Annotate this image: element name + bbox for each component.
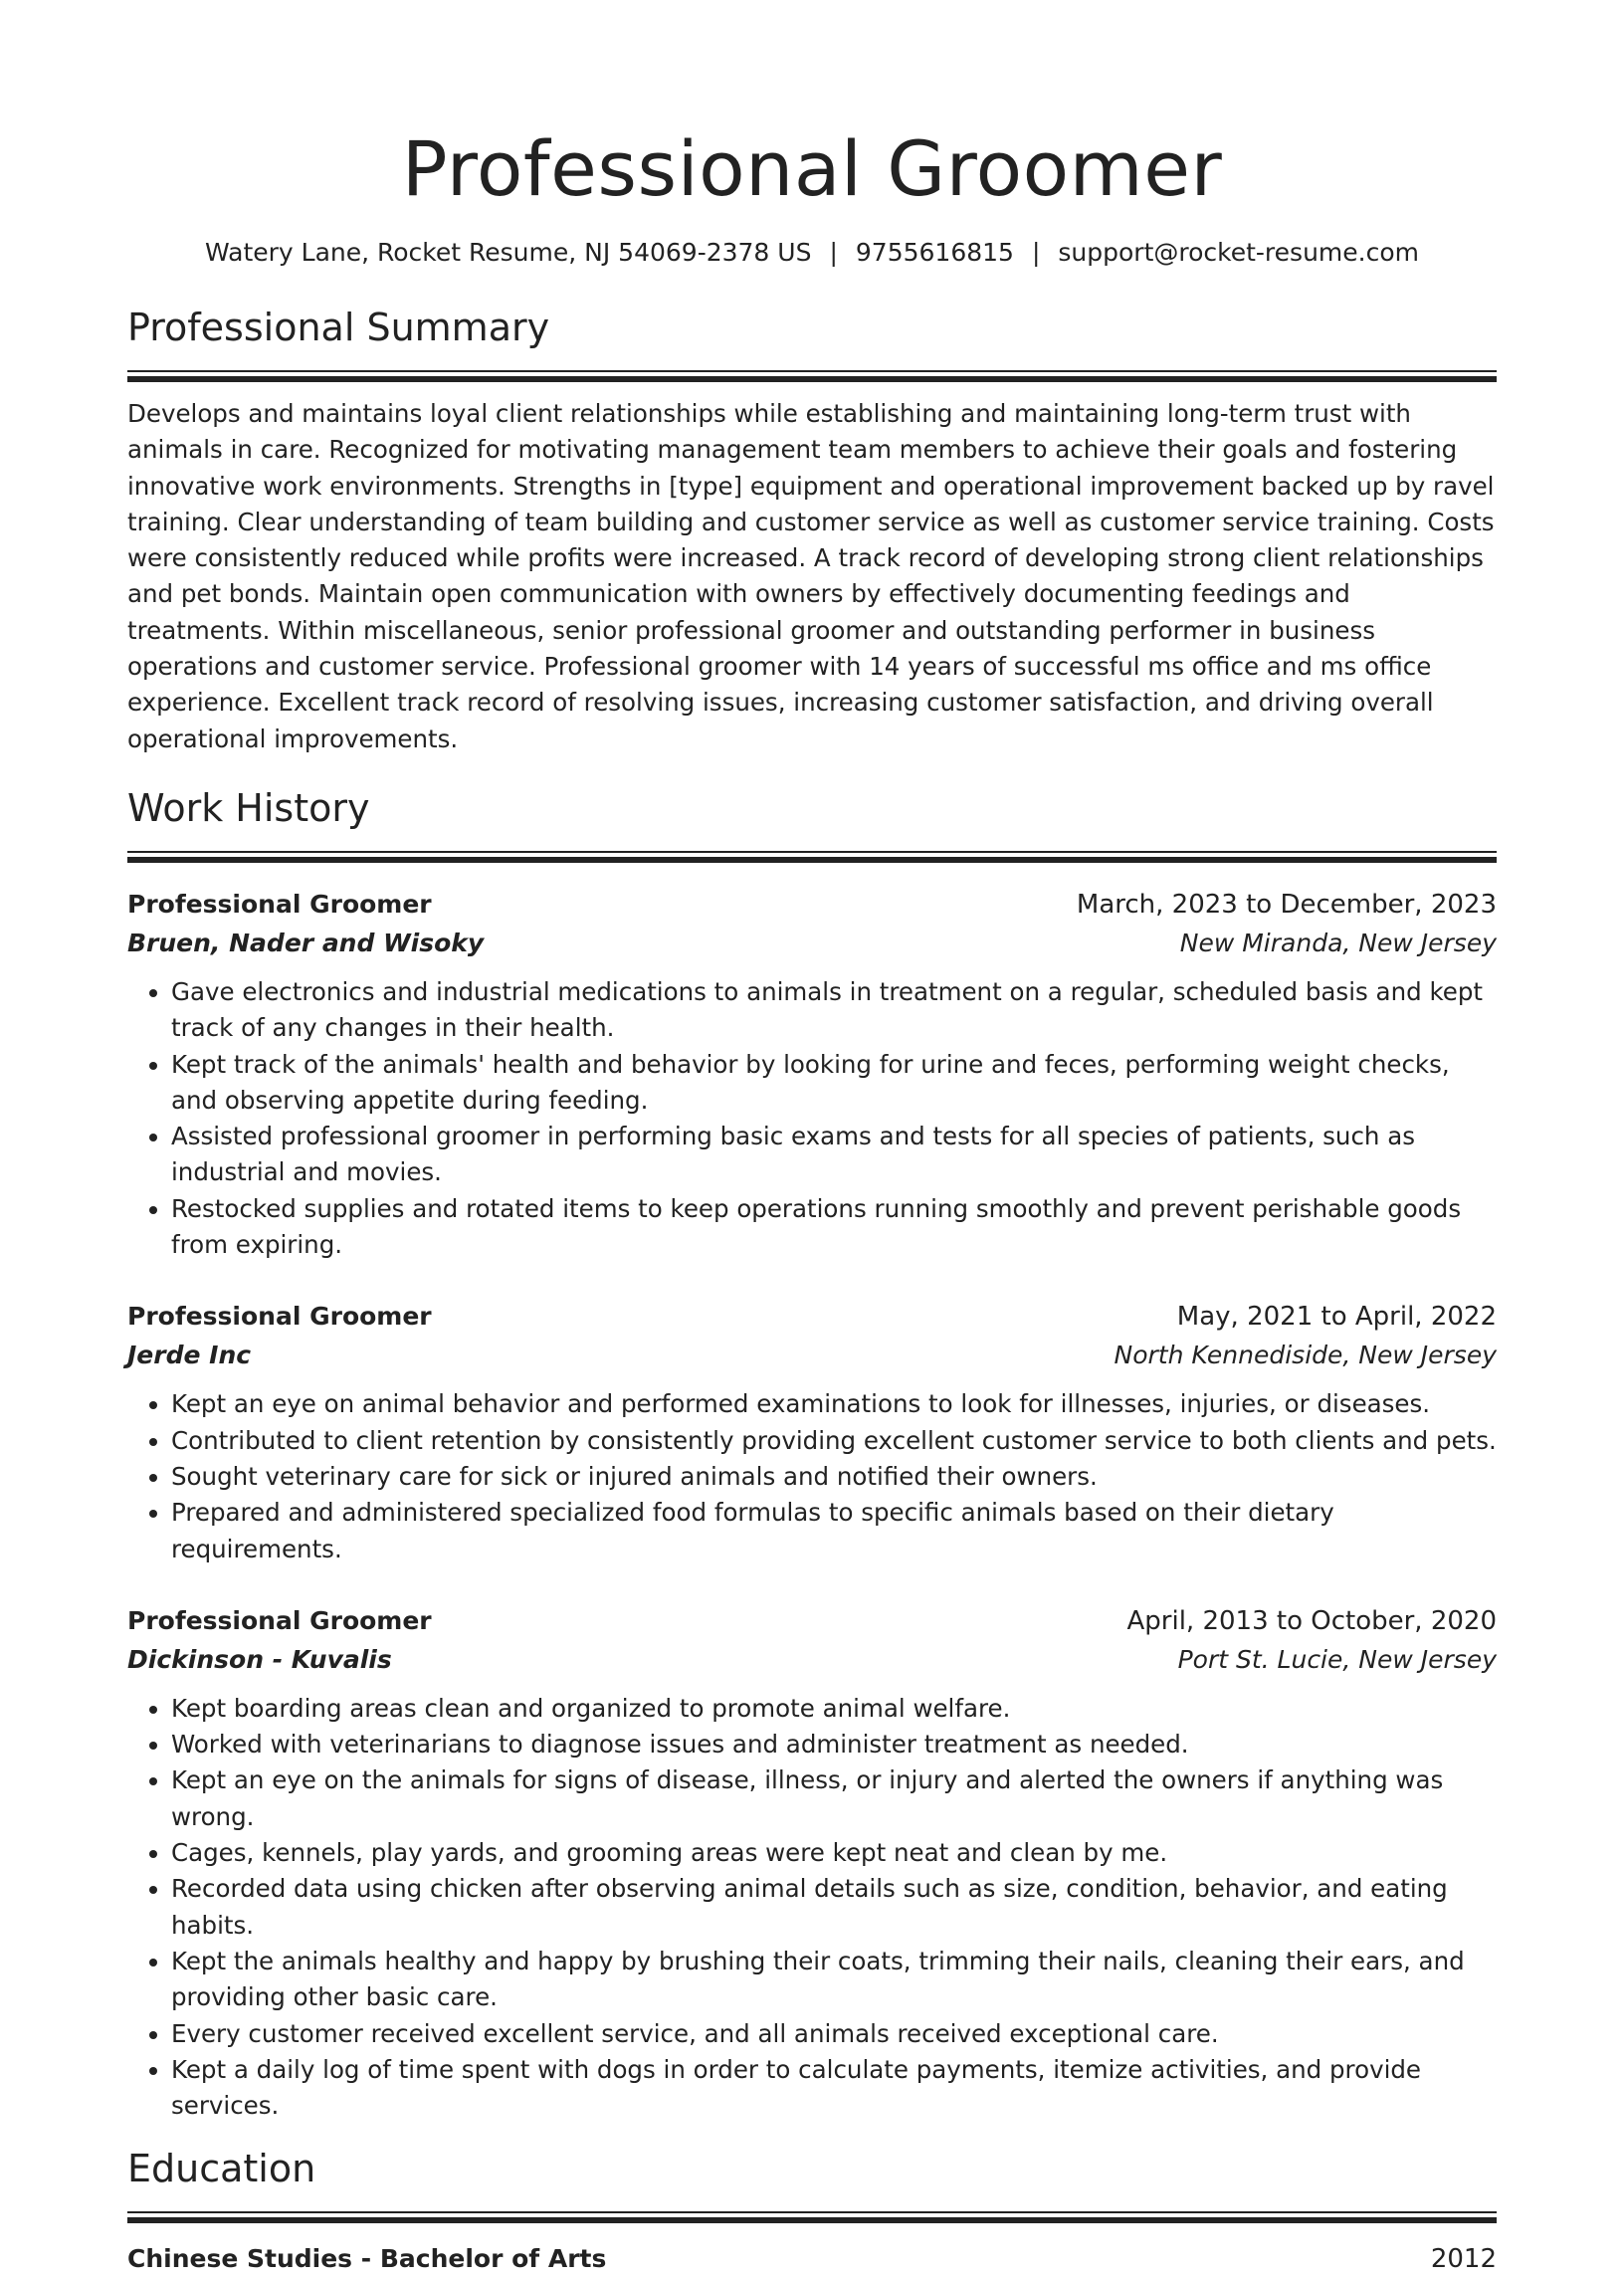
list-item: • Kept an eye on the animals for signs of disease, illness, or injury and alerted the owners if anything was wrong. xyxy=(171,1762,1497,1835)
section-divider xyxy=(127,2211,1497,2223)
job-company-row xyxy=(127,1337,1497,1374)
job-company-row xyxy=(127,1641,1497,1679)
education-section xyxy=(127,2144,1497,2279)
job-header-row xyxy=(127,1601,1497,1641)
education-row xyxy=(127,2239,1497,2279)
job-company-row xyxy=(127,925,1497,962)
job-entry xyxy=(127,1601,1497,2125)
job-company: Bruen, Nader and Wisoky xyxy=(127,928,485,957)
job-header-row xyxy=(127,1297,1497,1337)
contact-phone: 9755616815 xyxy=(855,238,1014,267)
summary-text: Develops and maintains loyal client relationships while establishing and maintaining long-term trust with animals in care. Recognized for motivating management team members to achieve their goals and fostering innovative work environments. Strengths in [type] equipment and operational improvement backed up by ravel training. Clear understanding of team building and customer service as well as customer service training. Costs were consistently reduced while profits were increased. A track record of developing strong client relationships and pet bonds. Maintain open communication with owners by effectively documenting feedings and treatments. Within miscellaneous, senior professional groomer and outstanding performer in business operations and customer service. Professional groomer with 14 years of successful ms office and ms office experience. Excellent track record of resolving issues, increasing customer satisfaction, and driving overall operational improvements. xyxy=(127,399,1495,753)
job-title: Professional Groomer xyxy=(127,889,432,919)
work-history-section xyxy=(127,783,1497,2124)
job-company: Dickinson - Kuvalis xyxy=(127,1644,392,1674)
education-degree: Chinese Studies - Bachelor of Arts xyxy=(127,2244,607,2274)
contact-line xyxy=(127,237,1497,269)
job-location: New Miranda, New Jersey xyxy=(1179,928,1497,957)
list-item: • Cages, kennels, play yards, and grooming areas were kept neat and clean by me. xyxy=(171,1835,1497,1871)
section-divider xyxy=(127,851,1497,863)
list-item: • Worked with veterinarians to diagnose issues and administer treatment as needed. xyxy=(171,1727,1497,1762)
job-bullets xyxy=(127,974,1497,1263)
job-location: North Kennediside, New Jersey xyxy=(1114,1341,1497,1370)
job-company: Jerde Inc xyxy=(127,1341,252,1370)
job-dates: May, 2021 to April, 2022 xyxy=(1176,1302,1497,1333)
list-item: • Kept an eye on animal behavior and performed examinations to look for illnesses, injuries, or diseases. xyxy=(171,1386,1497,1422)
list-item: • Kept the animals healthy and happy by brushing their coats, trimming their nails, cleaning their ears, and providing other basic care. xyxy=(171,1944,1497,2016)
section-title-work-history: Work History xyxy=(127,785,370,830)
summary-section xyxy=(127,303,1497,757)
job-title: Professional Groomer xyxy=(127,1302,432,1332)
list-item: • Assisted professional groomer in performing basic exams and tests for all species of patients, such as industrial and movies. xyxy=(171,1119,1497,1191)
job-title: Professional Groomer xyxy=(127,1605,432,1635)
job-entry xyxy=(127,1297,1497,1566)
contact-email: support@rocket-resume.com xyxy=(1058,238,1419,267)
resume-name: Professional Groomer xyxy=(401,124,1223,213)
contact-separator: | xyxy=(1031,238,1041,267)
job-location: Port St. Lucie, New Jersey xyxy=(1177,1644,1497,1674)
list-item: • Kept track of the animals' health and behavior by looking for urine and feces, performing weight checks, and observing appetite during feeding. xyxy=(171,1047,1497,1120)
section-divider xyxy=(127,370,1497,382)
list-item: • Restocked supplies and rotated items to keep operations running smoothly and prevent perishable goods from expiring. xyxy=(171,1191,1497,1264)
job-entry xyxy=(127,885,1497,1263)
section-title-education: Education xyxy=(127,2147,316,2191)
list-item: • Gave electronics and industrial medications to animals in treatment on a regular, scheduled basis and kept track of any changes in their health. xyxy=(171,974,1497,1047)
list-item: • Sought veterinary care for sick or injured animals and notified their owners. xyxy=(171,1459,1497,1495)
section-title-summary: Professional Summary xyxy=(127,306,550,349)
contact-separator: | xyxy=(829,238,838,267)
job-bullets xyxy=(127,1386,1497,1566)
job-header-row xyxy=(127,885,1497,925)
job-dates: March, 2023 to December, 2023 xyxy=(1076,889,1497,920)
list-item: • Recorded data using chicken after observing animal details such as size, condition, behavior, and eating habits. xyxy=(171,1871,1497,1944)
list-item: • Kept boarding areas clean and organized to promote animal welfare. xyxy=(171,1691,1497,1727)
list-item: • Kept a daily log of time spent with dogs in order to calculate payments, itemize activities, and provide services. xyxy=(171,2052,1497,2125)
list-item: • Prepared and administered specialized food formulas to specific animals based on their dietary requirements. xyxy=(171,1495,1497,1567)
job-bullets xyxy=(127,1691,1497,2125)
contact-address: Watery Lane, Rocket Resume, NJ 54069-2378 US xyxy=(205,238,812,267)
list-item: • Contributed to client retention by consistently providing excellent customer service to both clients and pets. xyxy=(171,1423,1497,1459)
list-item: • Every customer received excellent service, and all animals received exceptional care. xyxy=(171,2016,1497,2052)
job-dates: April, 2013 to October, 2020 xyxy=(1126,1605,1497,1636)
education-year: 2012 xyxy=(1430,2244,1497,2275)
